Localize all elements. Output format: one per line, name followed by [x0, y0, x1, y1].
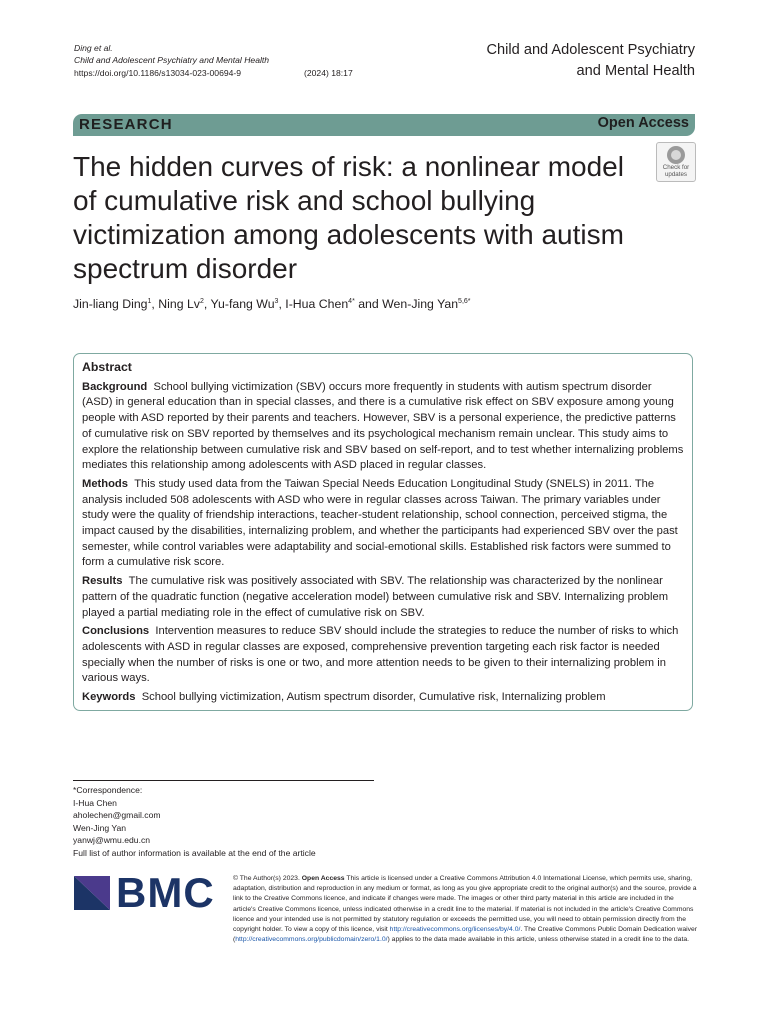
article-title: The hidden curves of risk: a nonlinear model of cumulative risk and school bullying victimization among adolescents with autism spectrum disorder	[73, 151, 624, 284]
journal-name-italic: Child and Adolescent Psychiatry and Mental Health	[74, 55, 270, 66]
running-header	[74, 42, 353, 79]
abstract-box	[73, 353, 693, 711]
doi-link[interactable]: https://doi.org/10.1186/s13034-023-00694-9	[74, 67, 242, 78]
author-affiliation: 1	[147, 298, 152, 305]
bmc-logo-icon	[74, 876, 110, 910]
journal-title	[395, 40, 695, 82]
bmc-logo-text: BMC	[116, 869, 215, 916]
author-separator: ,	[278, 297, 286, 311]
abstract-keywords	[82, 690, 684, 706]
correspondence-email-2[interactable]: yanwj@wmu.edu.cn	[73, 835, 151, 845]
open-access-label: Open Access	[597, 115, 689, 131]
author-name[interactable]: I-Hua Chen	[285, 297, 349, 311]
author-name[interactable]: Ning Lv	[158, 297, 200, 311]
correspondence-block	[73, 784, 316, 859]
results-text: The cumulative risk was positively associated with SBV. The relationship was characterized by the nonlinear pattern of the quadratic function (negative acceleration model) between cumulative risk and SBV. Internalizing problem played a partial mediating role in the effect of cumulative risk on SBV.	[82, 575, 669, 619]
results-label: Results	[82, 575, 123, 588]
journal-line-2: and Mental Health	[576, 63, 695, 79]
year-volume: (2024) 18:17	[304, 67, 353, 78]
footnote-divider	[73, 780, 374, 781]
license-body-1: This article is licensed under a Creative Commons Attribution 4.0 International License, which permits use, sharing, adaptation, distribution and reproduction in any medium or format, as long as you give appropriate credit to the original author(s) and the source, provide a link to the Creative Commons licence, and indicate if changes were made. The images or other third party material in this article are included in the article's Creative Commons licence, unless indicated otherwise in a credit line to the material. If material is not included in the article's Creative Commons licence and your intended use is not permitted by statutory regulation or exceeds the permitted use, you will need to obtain permission directly from the copyright holder. To view a copy of this licence, visit	[233, 875, 697, 934]
license-link-cc0[interactable]: http://creativecommons.org/publicdomain/zero/1.0/	[235, 936, 388, 944]
check-updates-line-2: updates	[664, 171, 688, 178]
correspondence-label: *Correspondence:	[73, 785, 143, 795]
author-list	[73, 297, 471, 311]
background-text: School bullying victimization (SBV) occurs more frequently in students with autism spectrum disorder (ASD) in general education than in special classes, and there is a cumulative risk effect on SBV exposure among young people with ASD reported by their parents and teachers. However, SBV is a personal experience, the predictive patterns of cumulative risk on SBV reported by themselves and its psychological mechanism remain unclear. This study aims to explore the relationship between cumulative risk and SBV based on self-report, and to test whether internalizing problems mediates this relationship among adolescents with ASD placed in regular classes.	[82, 380, 684, 472]
copyright-notice: © The Author(s) 2023.	[233, 875, 300, 882]
check-updates-line-1: Check for	[662, 164, 690, 171]
abstract-heading: Abstract	[82, 360, 132, 374]
author-short: Ding et al.	[74, 43, 113, 53]
abstract-results	[82, 574, 684, 621]
check-for-updates-badge[interactable]	[656, 142, 696, 182]
author-affiliation: 2	[199, 298, 204, 305]
conclusions-text: Intervention measures to reduce SBV should include the strategies to reduce the number of risks to which adolescents with ASD in regular classes are exposed, comprehensive prevention targeting each risk factor is needed specially when the number of risks is one or two, and more attention needs to be given to their internalizing problem in various ways.	[82, 625, 679, 685]
author-separator: and	[354, 297, 383, 311]
author-name[interactable]: Yu-fang Wu	[210, 297, 275, 311]
license-text	[233, 874, 698, 945]
abstract-conclusions	[82, 624, 684, 687]
journal-line-1: Child and Adolescent Psychiatry	[486, 42, 695, 58]
license-body-3: ) applies to the data made available in this article, unless otherwise stated in a credit line to the data.	[387, 936, 690, 944]
methods-text: This study used data from the Taiwan Special Needs Education Longitudinal Study (SNELS) in 2011. The analysis included 508 adolescents with ASD who were in regular classes across Taiwan. The primary variables under study were the quality of friendship interactions, teacher-student relationship, school connection, perceived stigma, the impact caused by the disabilities, internalizing problem, and whether the participants had experienced SBV over the past semester, while control variables were adaptability and social-emotional skills. Established risk factors were summed to form a cumulative risk score.	[82, 477, 678, 569]
author-affiliation: 4*	[348, 298, 355, 305]
license-link-cc-by[interactable]: http://creativecommons.org/licenses/by/4.0/	[389, 926, 521, 934]
abstract-methods	[82, 477, 684, 571]
correspondence-name-1: I-Hua Chen	[73, 797, 117, 808]
author-info-note: Full list of author information is available at the end of the article	[73, 847, 316, 858]
check-updates-icon	[667, 146, 685, 164]
article-type-band	[73, 114, 695, 136]
correspondence-email-1[interactable]: aholechen@gmail.com	[73, 810, 161, 820]
conclusions-label: Conclusions	[82, 625, 150, 638]
correspondence-name-2: Wen-Jing Yan	[73, 822, 127, 833]
article-type-label: RESEARCH	[79, 116, 173, 133]
author-name[interactable]: Jin-liang Ding	[73, 297, 148, 311]
keywords-label: Keywords	[82, 691, 136, 704]
author-separator: ,	[203, 297, 211, 311]
author-name[interactable]: Wen-Jing Yan	[382, 297, 459, 311]
license-open-access-label: Open Access	[301, 875, 345, 882]
author-affiliation: 3	[274, 298, 279, 305]
background-label: Background	[82, 380, 148, 393]
keywords-text: School bullying victimization, Autism spectrum disorder, Cumulative risk, Internalizing problem	[141, 691, 606, 704]
license-body-2: . The Creative Commons Public Domain Dedication waiver (	[233, 926, 698, 944]
author-affiliation: 5,6*	[458, 298, 471, 305]
methods-label: Methods	[82, 477, 128, 490]
author-separator: ,	[151, 297, 159, 311]
abstract-background	[82, 380, 684, 474]
